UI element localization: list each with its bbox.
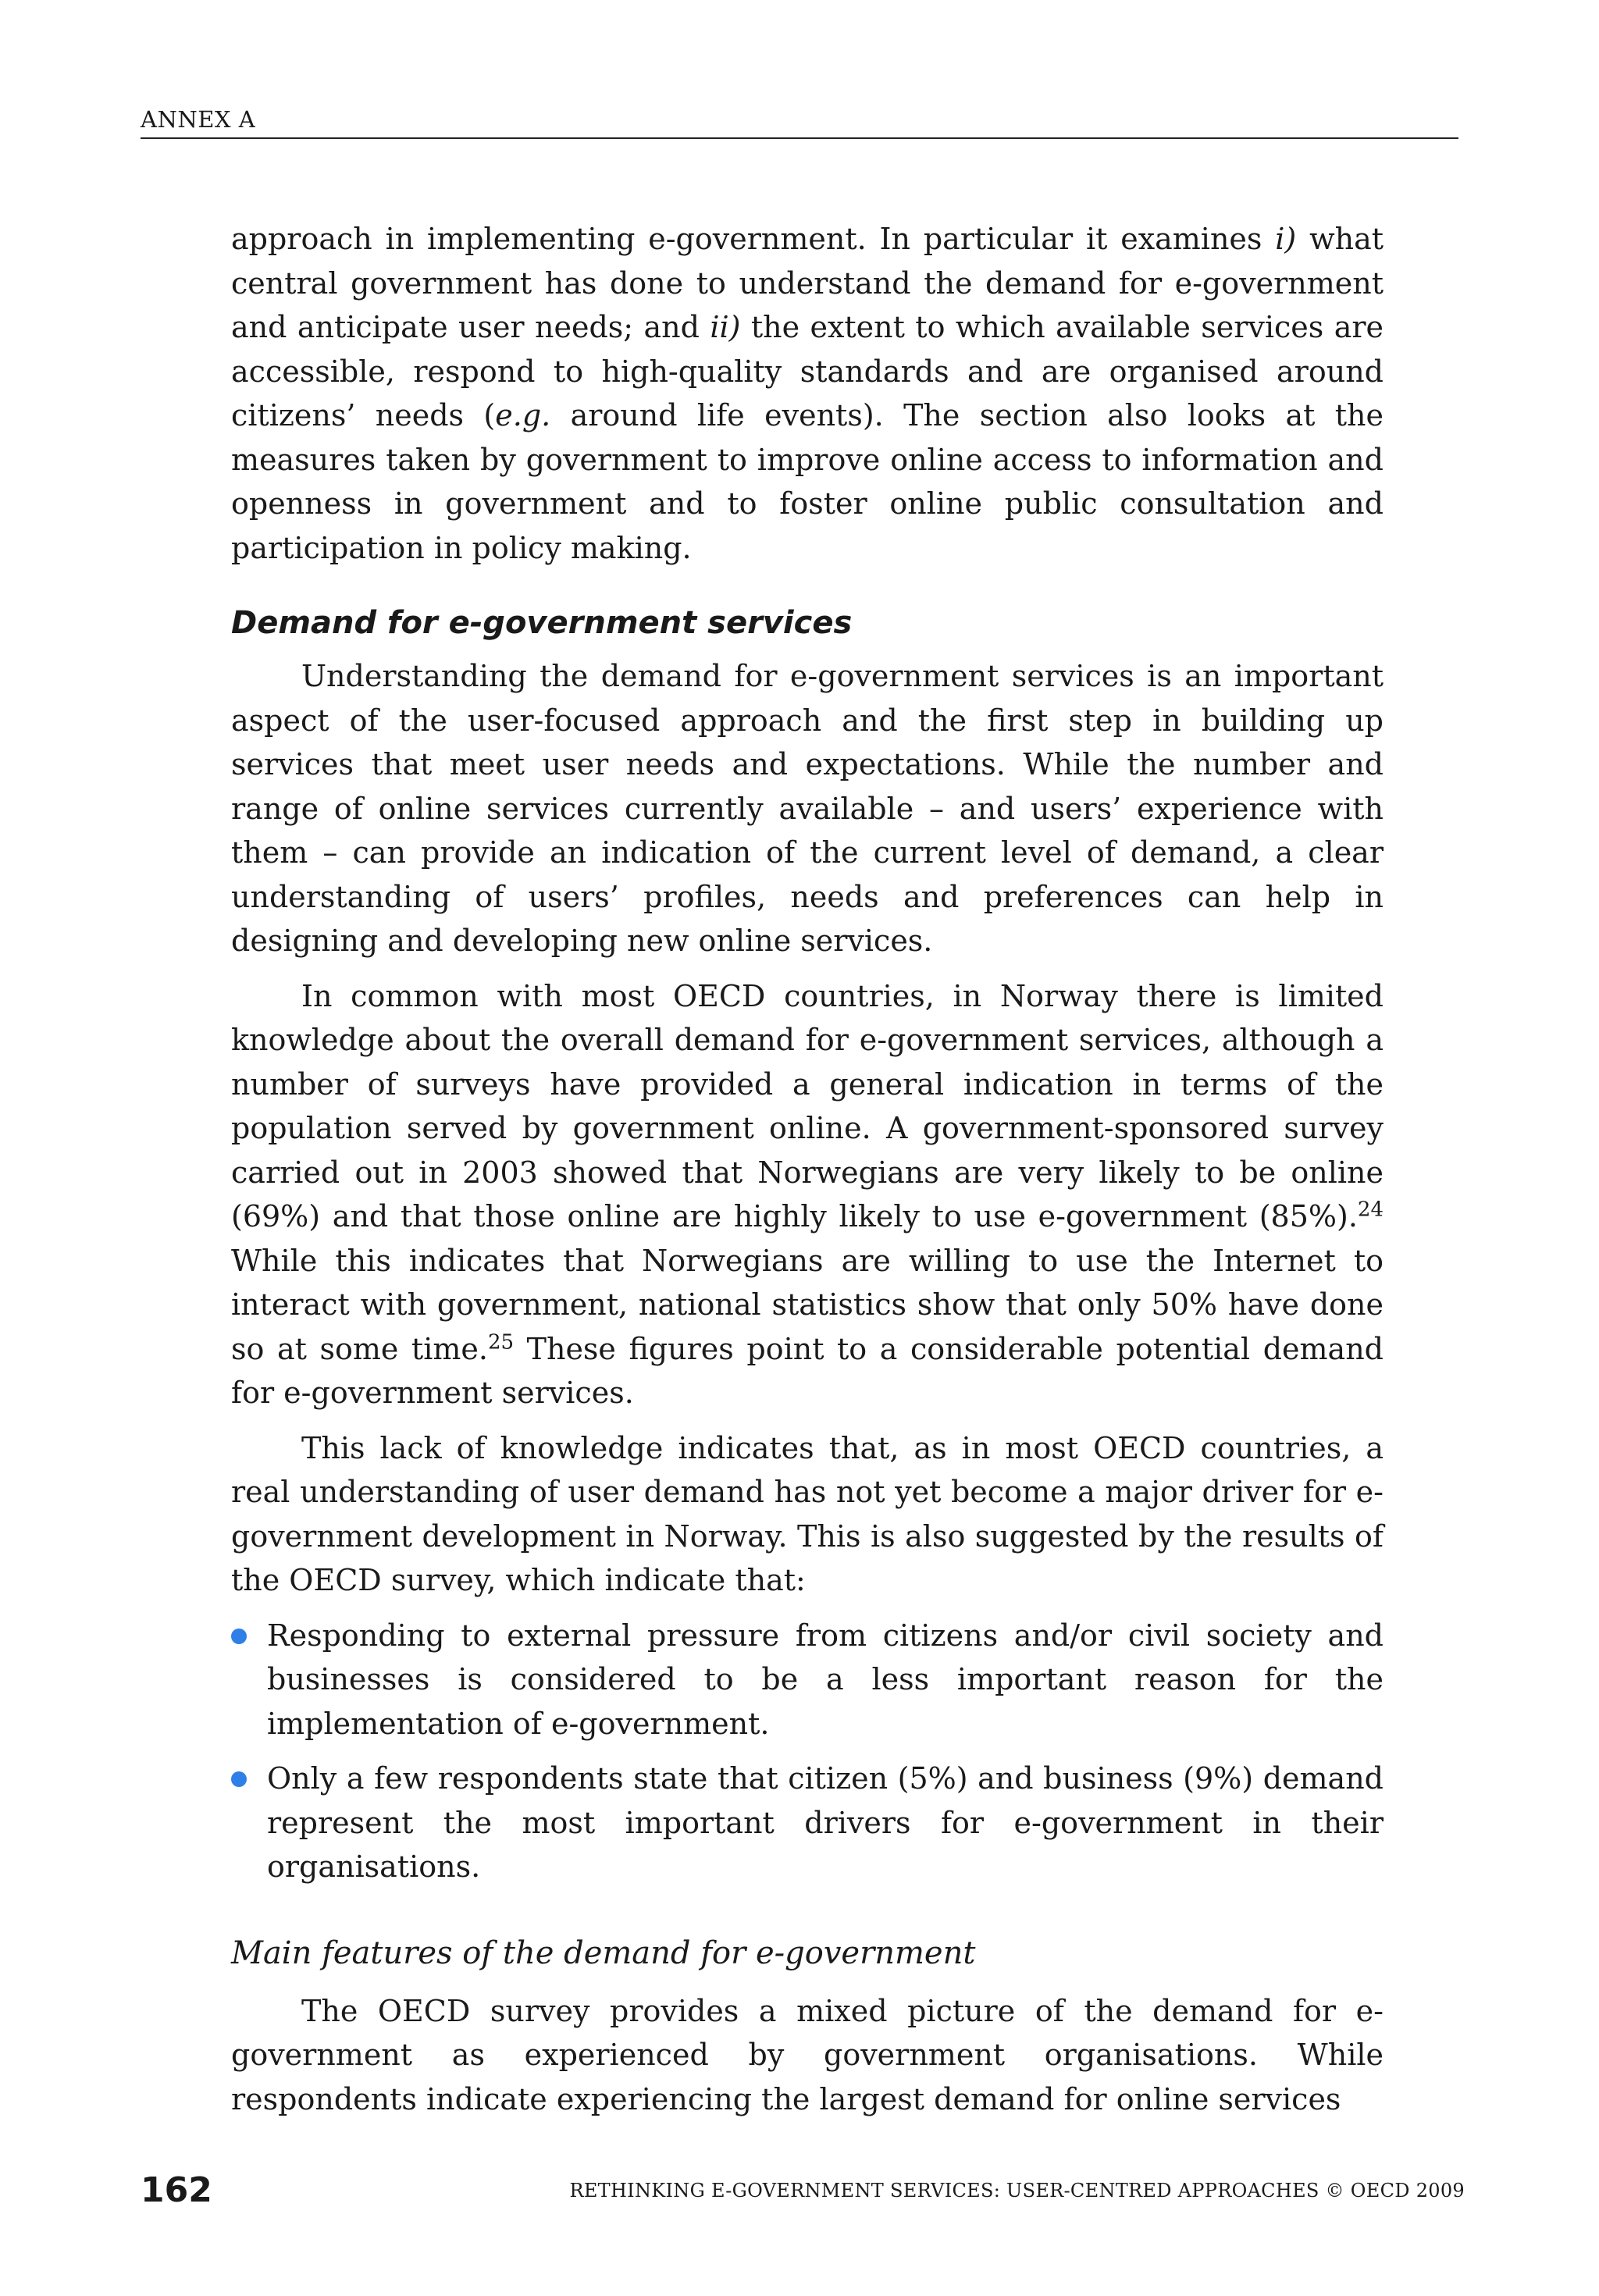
- bullet-list: [231, 1614, 1384, 1889]
- section-paragraph-2: [231, 974, 1384, 1415]
- bullet-dot-icon: [231, 1771, 247, 1787]
- section-paragraph-3: This lack of knowledge indicates that, as in most OECD countries, a real understanding of user demand has not yet become a major driver for e-government development in Norway. This is also suggested by the results of the OECD survey, which indicate that:: [231, 1430, 1384, 1597]
- text-run: In common with most OECD countries, in Norway there is limited knowledge about the overall demand for e-government services, although a number of surveys have provided a general indication in terms of the population served by government online. A government-sponsored survey carried out in 2003 showed that Norwegians are very likely to be online (69%) and that those online are highly likely to use e-government (85%).: [231, 978, 1384, 1233]
- text-run: what central government has done to understand the demand for e-government and anticipate user needs; and: [231, 222, 1384, 344]
- footnote-ref-25[interactable]: 25: [487, 1330, 515, 1354]
- page-number: 162: [141, 2170, 212, 2210]
- bullet-dot-icon: [231, 1629, 247, 1644]
- list-item: [231, 1614, 1384, 1746]
- text-run: the extent to which available services are accessible, respond to high-quality standards and are organised around citizens’ needs (: [231, 310, 1384, 433]
- text-run: These figures point to a considerable potential demand for e-government services.: [231, 1331, 1384, 1410]
- section-heading: Demand for e-government services: [231, 605, 853, 641]
- list-item-text: Responding to external pressure from citizens and/or civil society and businesses is considered to be a less important reason for the implementation of e-government.: [267, 1618, 1384, 1741]
- italic-run: i): [1275, 222, 1297, 256]
- subsection-paragraph-1: The OECD survey provides a mixed picture of the demand for e-government as experienced by government organisations. While respondents indicate experiencing the largest demand for online services: [231, 1993, 1384, 2116]
- text-run: While this indicates that Norwegians are willing to use the Internet to interact with government, national statistics show that only 50% have done so at some time.: [231, 1243, 1384, 1366]
- footer-publication: RETHINKING E-GOVERNMENT SERVICES: USER-CENTRED APPROACHES © OECD 2009: [569, 2180, 1465, 2202]
- running-header: [141, 106, 1458, 139]
- italic-run: e.g.: [495, 398, 551, 433]
- list-item: [231, 1757, 1384, 1889]
- footnote-ref-24[interactable]: 24: [1357, 1198, 1384, 1222]
- running-head-text: ANNEX A: [141, 106, 256, 133]
- text-run: approach in implementing e-government. In particular it examines: [231, 222, 1276, 256]
- italic-run: ii): [710, 310, 741, 344]
- body-text-column: [231, 217, 1384, 2132]
- intro-paragraph: [231, 217, 1384, 570]
- list-item-text: Only a few respondents state that citizen (5%) and business (9%) demand represent the most important drivers for e-government in their organisations.: [267, 1761, 1384, 1884]
- section-paragraph-1: Understanding the demand for e-government services is an important aspect of the user-focused approach and the first step in building up services that meet user needs and expectations. While the number and range of online services currently available – and users’ experience with them – can provide an indication of the current level of demand, a clear understanding of users’ profiles, needs and preferences can help in designing and developing new online services.: [231, 659, 1384, 958]
- subsection-heading: Main features of the demand for e-government: [231, 1935, 976, 1971]
- text-run: around life events). The section also looks at the measures taken by government to improve online access to information and openness in government and to foster online public consultation and participation in policy making.: [231, 398, 1384, 565]
